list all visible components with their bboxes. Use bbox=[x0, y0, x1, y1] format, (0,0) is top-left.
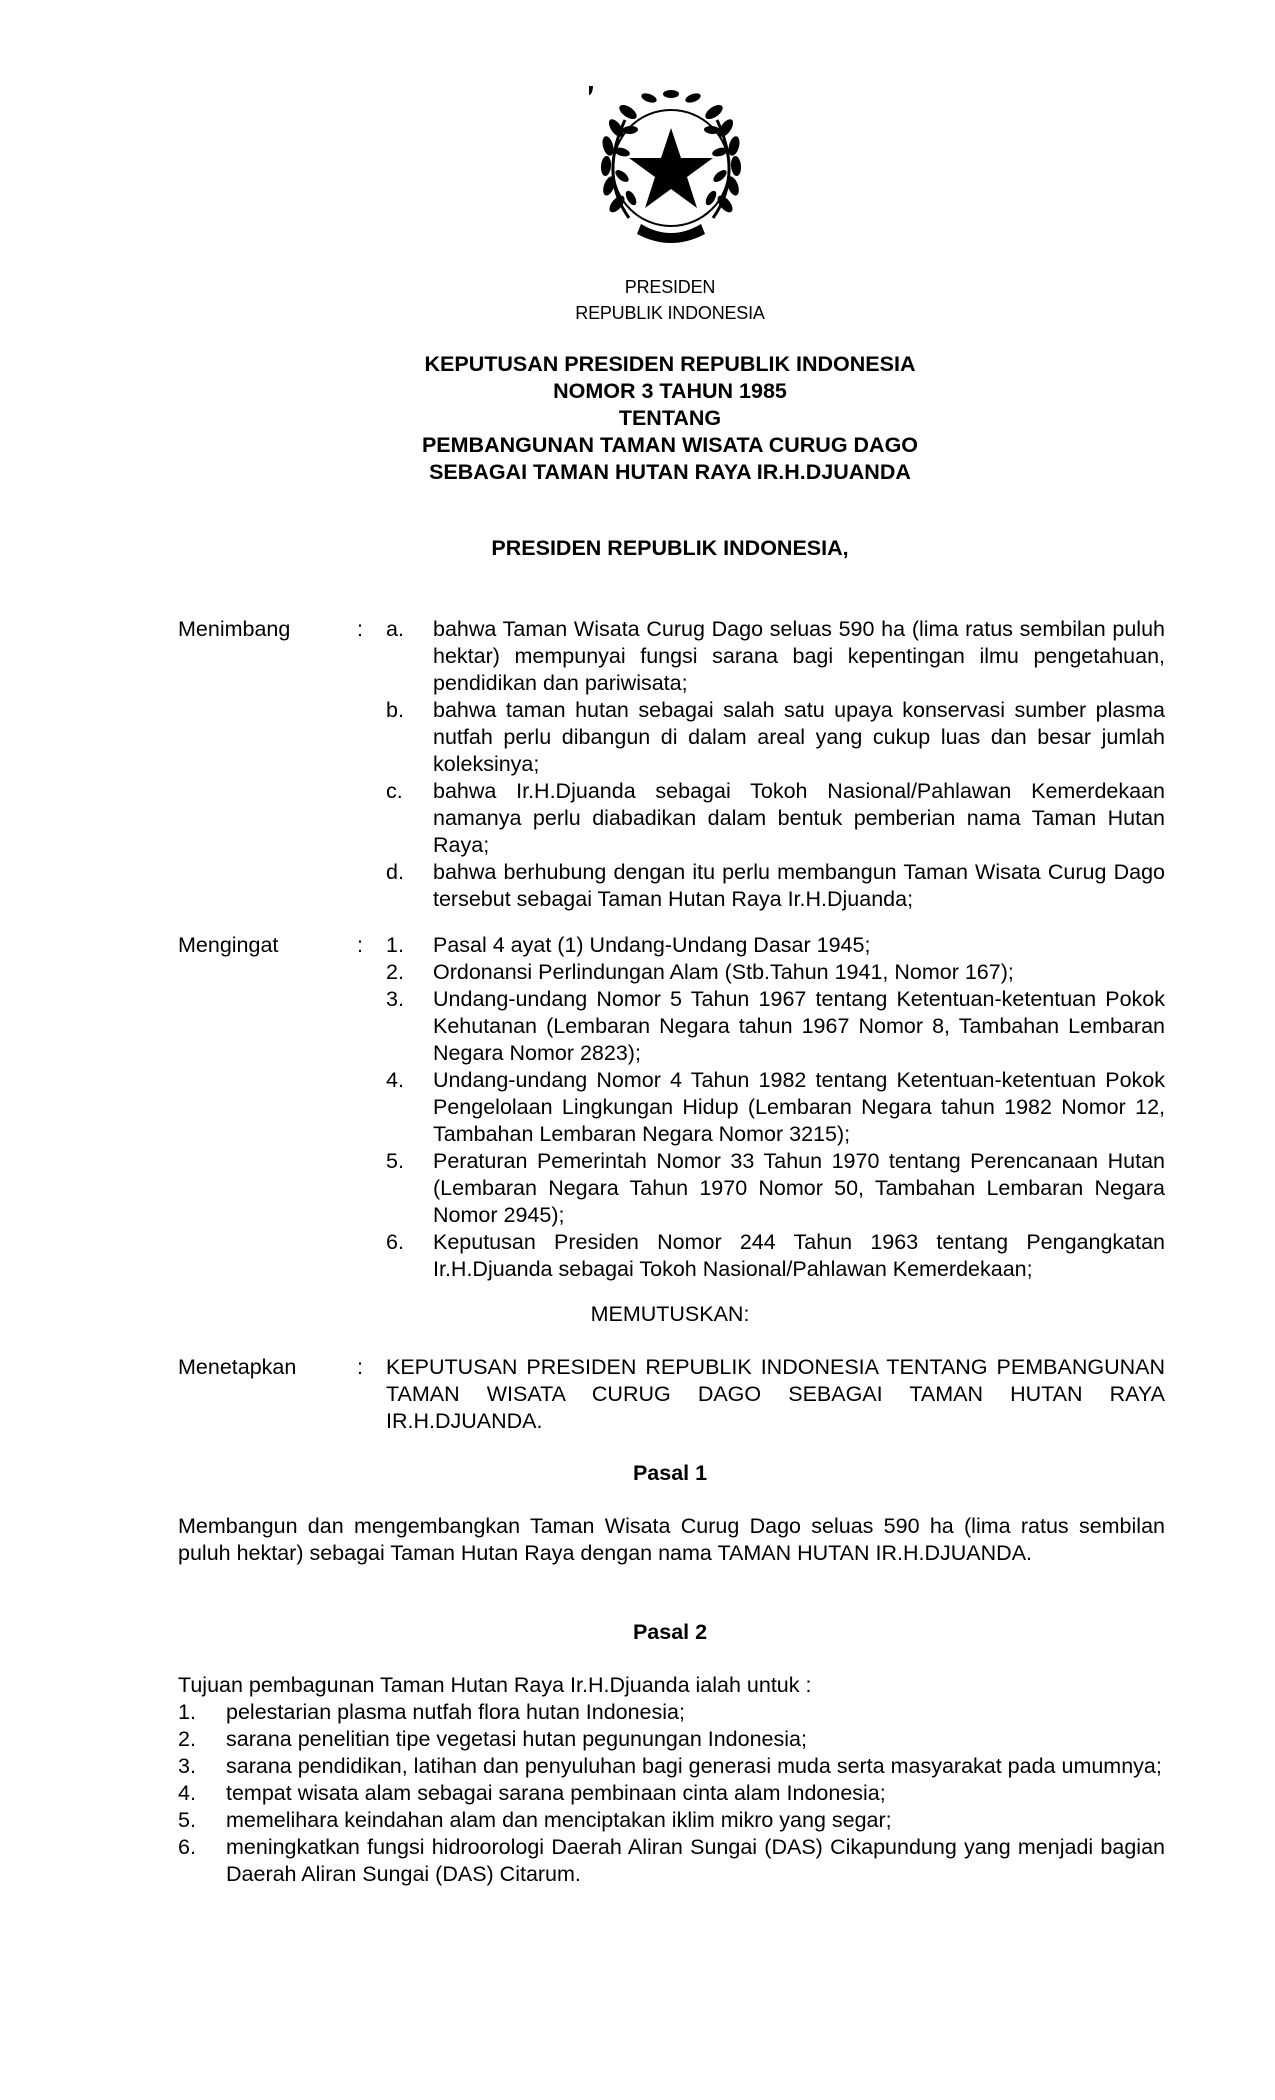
pasal-2-intro: Tujuan pembagunan Taman Hutan Raya Ir.H.Djuanda ialah untuk : bbox=[178, 1673, 812, 1697]
pasal-1-text: Membangun dan mengembangkan Taman Wisata Curug Dago seluas 590 ha (lima ratus sembilan puluh hektar) sebagai Taman Hutan Raya dengan nama TAMAN HUTAN IR.H.DJUANDA. bbox=[178, 1514, 1165, 1565]
list-text: bahwa taman hutan sebagai salah satu upaya konservasi sumber plasma nutfah perlu dibangun di dalam areal yang cukup luas dan besar jumlah koleksinya; bbox=[433, 698, 1165, 776]
list-marker: 1. bbox=[386, 933, 404, 957]
list-marker: 4. bbox=[386, 1068, 404, 1092]
list-text: sarana pendidikan, latihan dan penyuluhan bagi generasi muda serta masyarakat pada umumnya; bbox=[226, 1754, 1162, 1778]
list-text: Pasal 4 ayat (1) Undang-Undang Dasar 1945; bbox=[433, 933, 871, 957]
presidential-seal-icon bbox=[589, 86, 753, 250]
list-item bbox=[386, 959, 1165, 986]
title-line-2: NOMOR 3 TAHUN 1985 bbox=[553, 379, 787, 403]
list-text: Undang-undang Nomor 4 Tahun 1982 tentang Ketentuan-ketentuan Pokok Pengelolaan Lingkungan Hidup (Lembaran Negara tahun 1982 Nomor 12, Tambahan Lembaran Negara Nomor 3215); bbox=[433, 1068, 1165, 1146]
menetapkan-colon: : bbox=[357, 1355, 363, 1379]
list-item bbox=[178, 1780, 1165, 1807]
list-item bbox=[178, 1726, 1165, 1753]
list-item bbox=[386, 1148, 1165, 1229]
list-text: bahwa Ir.H.Djuanda sebagai Tokoh Nasional/Pahlawan Kemerdekaan namanya perlu diabadikan dalam bentuk pemberian nama Taman Hutan Raya; bbox=[433, 779, 1165, 857]
list-text: bahwa Taman Wisata Curug Dago seluas 590 ha (lima ratus sembilan puluh hektar) mempunyai fungsi sarana bagi kepentingan ilmu pengetahuan, pendidikan dan pariwisata; bbox=[433, 617, 1165, 695]
title-line-5: SEBAGAI TAMAN HUTAN RAYA IR.H.DJUANDA bbox=[429, 460, 911, 484]
list-marker: 3. bbox=[386, 987, 404, 1011]
list-text: bahwa berhubung dengan itu perlu membangun Taman Wisata Curug Dago tersebut sebagai Taman Hutan Raya Ir.H.Djuanda; bbox=[433, 860, 1165, 911]
pasal-2-heading: Pasal 2 bbox=[632, 1620, 708, 1644]
header-label-republik: REPUBLIK INDONESIA bbox=[575, 303, 765, 323]
list-text: Keputusan Presiden Nomor 244 Tahun 1963 tentang Pengangkatan Ir.H.Djuanda sebagai Tokoh Nasional/Pahlawan Kemerdekaan; bbox=[433, 1230, 1165, 1281]
list-item bbox=[386, 697, 1165, 778]
title-line-4: PEMBANGUNAN TAMAN WISATA CURUG DAGO bbox=[421, 433, 919, 457]
header-label-presiden: PRESIDEN bbox=[624, 277, 716, 297]
list-text: Peraturan Pemerintah Nomor 33 Tahun 1970 tentang Perencanaan Hutan (Lembaran Negara Tahun 1970 Nomor 50, Tambahan Lembaran Negara Nomor 2945); bbox=[433, 1149, 1165, 1227]
mengingat-list bbox=[386, 932, 1165, 1283]
list-item bbox=[386, 859, 1165, 913]
president-heading: PRESIDEN REPUBLIK INDONESIA, bbox=[491, 536, 849, 560]
list-item bbox=[386, 1067, 1165, 1148]
list-text: tempat wisata alam sebagai sarana pembinaan cinta alam Indonesia; bbox=[226, 1781, 886, 1805]
list-marker: 1. bbox=[178, 1700, 196, 1724]
list-item bbox=[386, 986, 1165, 1067]
list-text: memelihara keindahan alam dan menciptakan iklim mikro yang segar; bbox=[226, 1808, 892, 1832]
list-text: Undang-undang Nomor 5 Tahun 1967 tentang Ketentuan-ketentuan Pokok Kehutanan (Lembaran Negara tahun 1967 Nomor 8, Tambahan Lembaran Negara Nomor 2823); bbox=[433, 987, 1165, 1065]
menimbang-list bbox=[386, 616, 1165, 913]
list-marker: 4. bbox=[178, 1781, 196, 1805]
list-marker: 2. bbox=[178, 1727, 196, 1751]
list-marker: 5. bbox=[178, 1808, 196, 1832]
list-marker: 5. bbox=[386, 1149, 404, 1173]
list-item bbox=[386, 1229, 1165, 1283]
list-text: sarana penelitian tipe vegetasi hutan pegunungan Indonesia; bbox=[226, 1727, 807, 1751]
menetapkan-text: KEPUTUSAN PRESIDEN REPUBLIK INDONESIA TENTANG PEMBANGUNAN TAMAN WISATA CURUG DAGO SEBAGAI TAMAN HUTAN RAYA IR.H.DJUANDA. bbox=[386, 1355, 1165, 1433]
list-item bbox=[386, 932, 1165, 959]
list-marker: c. bbox=[386, 779, 403, 803]
list-marker: 6. bbox=[386, 1230, 404, 1254]
list-marker: b. bbox=[386, 698, 404, 722]
list-item bbox=[386, 778, 1165, 859]
list-item bbox=[178, 1699, 1165, 1726]
menimbang-label: Menimbang bbox=[178, 617, 291, 641]
mengingat-colon: : bbox=[357, 933, 363, 957]
pasal-2-list bbox=[178, 1699, 1165, 1888]
memutuskan-heading: MEMUTUSKAN: bbox=[590, 1302, 750, 1326]
list-marker: 2. bbox=[386, 960, 404, 984]
list-marker: 3. bbox=[178, 1754, 196, 1778]
title-line-3: TENTANG bbox=[618, 406, 722, 430]
list-text: meningkatkan fungsi hidroorologi Daerah Aliran Sungai (DAS) Cikapundung yang menjadi bagian Daerah Aliran Sungai (DAS) Citarum. bbox=[226, 1835, 1165, 1886]
list-item bbox=[178, 1807, 1165, 1834]
menetapkan-label: Menetapkan bbox=[178, 1355, 297, 1379]
list-text: pelestarian plasma nutfah flora hutan Indonesia; bbox=[226, 1700, 685, 1724]
list-item bbox=[178, 1834, 1165, 1888]
list-marker: d. bbox=[386, 860, 404, 884]
mengingat-label: Mengingat bbox=[178, 933, 279, 957]
list-item bbox=[178, 1753, 1165, 1780]
list-item bbox=[386, 616, 1165, 697]
menimbang-colon: : bbox=[357, 617, 363, 641]
document-title bbox=[0, 351, 1275, 486]
pasal-1-heading: Pasal 1 bbox=[632, 1461, 708, 1485]
list-text: Ordonansi Perlindungan Alam (Stb.Tahun 1941, Nomor 167); bbox=[433, 960, 1014, 984]
list-marker: a. bbox=[386, 617, 404, 641]
list-marker: 6. bbox=[178, 1835, 196, 1859]
title-line-1: KEPUTUSAN PRESIDEN REPUBLIK INDONESIA bbox=[424, 352, 916, 376]
